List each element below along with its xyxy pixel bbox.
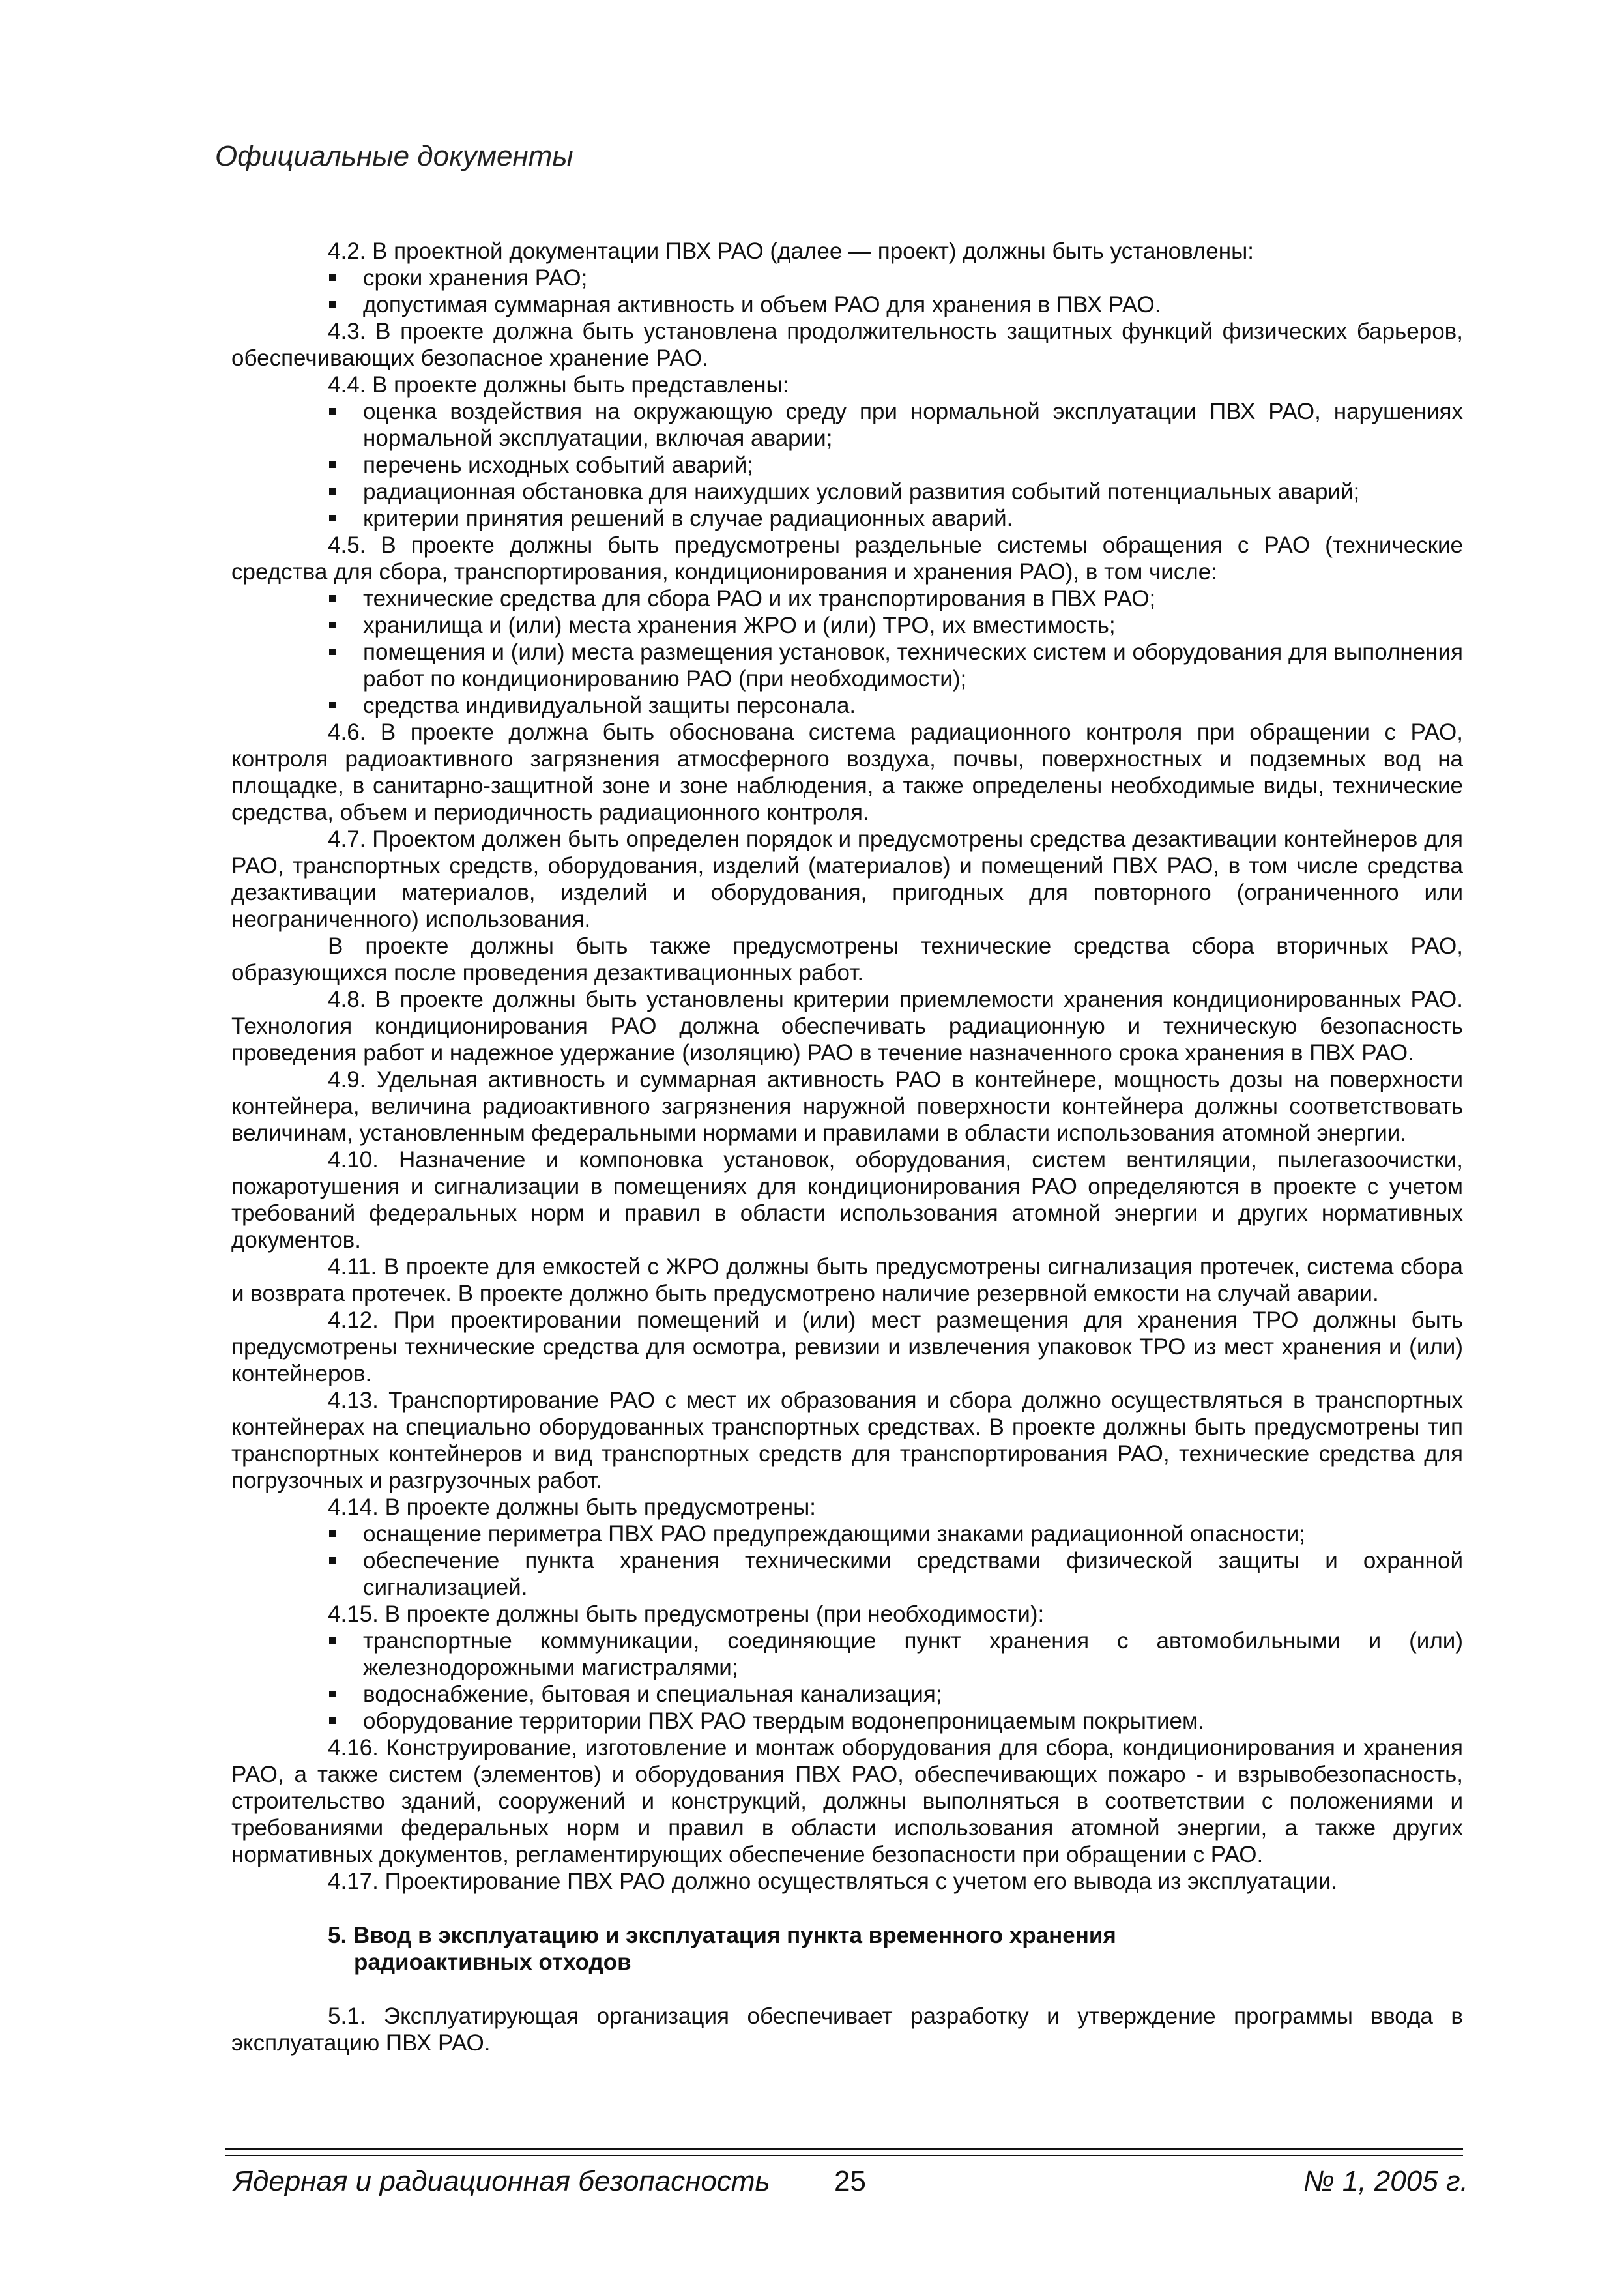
bullet-item [231, 612, 1463, 639]
paragraph: 4.2. В проектной документации ПВХ РАО (далее — проект) должны быть установлены: [328, 239, 1254, 264]
footer-issue: № 1, 2005 г. [1303, 2165, 1468, 2197]
bullet-text: допустимая суммарная активность и объем РАО для хранения в ПВХ РАО. [363, 292, 1161, 317]
bullet-item [231, 478, 1463, 505]
section-4-items [231, 238, 1463, 1895]
bullet-item [231, 1681, 1463, 1708]
bullet-item [231, 1627, 1463, 1681]
paragraph: 4.13. Транспортирование РАО с мест их образования и сбора должно осуществляться в транспортных контейнерах на специально оборудованных транспортных средствах. В проекте должны быть предусмотрены тип транспортных контейнеров и вид транспортных средств для транспортирования РАО, технические средства для погрузочных и разгрузочных работ. [231, 1388, 1463, 1493]
section-5-heading [328, 1922, 1463, 1976]
bullet-text: критерии принятия решений в случае радиационных аварий. [363, 506, 1013, 531]
bullet-marker [329, 488, 336, 495]
bullet-item [231, 1547, 1463, 1601]
bullet-text: транспортные коммуникации, соединяющие пункт хранения с автомобильными и (или) железнодорожными магистралями; [363, 1628, 1463, 1680]
bullet-item [231, 692, 1463, 719]
footer-journal-title: Ядерная и радиационная безопасность [233, 2165, 770, 2197]
bullet-item [231, 1708, 1463, 1734]
paragraph-5-1: 5.1. Эксплуатирующая организация обеспечивает разработку и утверждение программы ввода в эксплуатацию ПВХ РАО. [231, 2004, 1463, 2056]
paragraph: 4.4. В проекте должны быть представлены: [328, 372, 789, 398]
bullet-marker [329, 408, 336, 415]
bullet-marker [329, 1637, 336, 1644]
paragraph: 4.3. В проекте должна быть установлена продолжительность защитных функций физических барьеров, обеспечивающих безопасное хранение РАО. [231, 319, 1463, 371]
document-body [231, 238, 1463, 2056]
running-header: Официальные документы [215, 140, 573, 172]
bullet-marker [329, 1691, 336, 1697]
paragraph: 4.10. Назначение и компоновка установок, оборудования, систем вентиляции, пылегазоочистки, пожаротушения и сигнализации в помещениях для кондиционирования РАО определяются в проекте с учетом требований федеральных норм и правил в области использования атомной энергии и других нормативных документов. [231, 1147, 1463, 1253]
paragraph: 4.12. При проектировании помещений и (или) мест размещения для хранения ТРО должны быть предусмотрены технические средства для осмотра, ревизии и извлечения упаковок ТРО из мест хранения и (или) контейнеров. [231, 1307, 1463, 1386]
bullet-marker [329, 595, 336, 602]
bullet-text: обеспечение пункта хранения техническими средствами физической защиты и охранной сигнализацией. [363, 1548, 1463, 1600]
bullet-text: сроки хранения РАО; [363, 265, 588, 291]
bullet-marker [329, 274, 336, 281]
section-5-heading-line1: 5. Ввод в эксплуатацию и эксплуатация пункта временного хранения [328, 1923, 1116, 1948]
bullet-marker [329, 649, 336, 655]
bullet-item [231, 398, 1463, 452]
bullet-item [231, 505, 1463, 532]
bullet-text: оборудование территории ПВХ РАО твердым водонепроницаемым покрытием. [363, 1708, 1204, 1734]
bullet-text: средства индивидуальной защиты персонала. [363, 693, 856, 718]
bullet-item [231, 291, 1463, 318]
bullet-item [231, 1521, 1463, 1547]
bullet-marker [329, 301, 336, 308]
bullet-text: хранилища и (или) места хранения ЖРО и (или) ТРО, их вместимость; [363, 613, 1116, 638]
bullet-marker [329, 1530, 336, 1537]
bullet-marker [329, 622, 336, 628]
bullet-marker [329, 461, 336, 468]
paragraph: 4.14. В проекте должны быть предусмотрены: [328, 1495, 816, 1520]
paragraph: 4.11. В проекте для емкостей с ЖРО должны быть предусмотрены сигнализация протечек, система сбора и возврата протечек. В проекте должно быть предусмотрено наличие резервной емкости на случай аварии. [231, 1254, 1463, 1306]
paragraph: 4.15. В проекте должны быть предусмотрены (при необходимости): [328, 1601, 1045, 1627]
bullet-text: радиационная обстановка для наихудших условий развития событий потенциальных аварий; [363, 479, 1360, 504]
bullet-item [231, 585, 1463, 612]
paragraph: В проекте должны быть также предусмотрены технические средства сбора вторичных РАО, образующихся после проведения дезактивационных работ. [231, 933, 1463, 985]
bullet-item [231, 639, 1463, 692]
bullet-text: перечень исходных событий аварий; [363, 452, 753, 478]
bullet-text: помещения и (или) места размещения установок, технических систем и оборудования для выполнения работ по кондиционированию РАО (при необходимости); [363, 639, 1463, 692]
bullet-text: оценка воздействия на окружающую среду при нормальной эксплуатации ПВХ РАО, нарушениях нормальной эксплуатации, включая аварии; [363, 399, 1463, 451]
bullet-item [231, 452, 1463, 478]
footer-rule-bottom [225, 2155, 1463, 2156]
bullet-text: оснащение периметра ПВХ РАО предупреждающими знаками радиационной опасности; [363, 1521, 1306, 1547]
footer-rule-top [225, 2148, 1463, 2150]
paragraph: 4.7. Проектом должен быть определен порядок и предусмотрены средства дезактивации контейнеров для РАО, транспортных средств, оборудования, изделий (материалов) и помещений ПВХ РАО, в том числе средства дезактивации материалов, изделий и оборудования, пригодных для повторного (ограниченного или неограниченного) использования. [231, 826, 1463, 932]
bullet-text: водоснабжение, бытовая и специальная канализация; [363, 1682, 942, 1707]
paragraph: 4.6. В проекте должна быть обоснована система радиационного контроля при обращении с РАО, контроля радиоактивного загрязнения атмосферного воздуха, почвы, поверхностных и подземных вод на площадке, в санитарно-защитной зоне и зоне наблюдения, а также определены необходимые виды, технические средства, объем и периодичность радиационного контроля. [231, 720, 1463, 825]
section-5-heading-line2: радиоактивных отходов [354, 1949, 631, 1975]
bullet-item [231, 265, 1463, 291]
paragraph: 4.9. Удельная активность и суммарная активность РАО в контейнере, мощность дозы на поверхности контейнера, величина радиоактивного загрязнения наружной поверхности контейнера должны соответствовать величинам, установленным федеральными нормами и правилами в области использования атомной энергии. [231, 1067, 1463, 1146]
bullet-marker [329, 702, 336, 708]
footer-page-number: 25 [834, 2165, 866, 2197]
bullet-marker [329, 1717, 336, 1724]
paragraph: 4.5. В проекте должны быть предусмотрены раздельные системы обращения с РАО (технические средства для сбора, транспортирования, кондиционирования и хранения РАО), в том числе: [231, 533, 1463, 585]
paragraph: 4.17. Проектирование ПВХ РАО должно осуществляться с учетом его вывода из эксплуатации. [328, 1869, 1338, 1894]
paragraph: 4.16. Конструирование, изготовление и монтаж оборудования для сбора, кондиционирования и хранения РАО, а также систем (элементов) и оборудования ПВХ РАО, обеспечивающих пожаро - и взрывобезопасность, строительство зданий, сооружений и конструкций, должны выполняться в соответствии с положениями и требованиями федеральных норм и правил в области использования атомной энергии, а также других нормативных документов, регламентирующих обеспечение безопасности при обращении с РАО. [231, 1735, 1463, 1867]
bullet-text: технические средства для сбора РАО и их транспортирования в ПВХ РАО; [363, 586, 1156, 611]
bullet-marker [329, 515, 336, 521]
bullet-marker [329, 1557, 336, 1564]
paragraph: 4.8. В проекте должны быть установлены критерии приемлемости хранения кондиционированных РАО. Технология кондиционирования РАО должна обеспечивать радиационную и техническую безопасность проведения работ и надежное удержание (изоляцию) РАО в течение назначенного срока хранения в ПВХ РАО. [231, 987, 1463, 1066]
